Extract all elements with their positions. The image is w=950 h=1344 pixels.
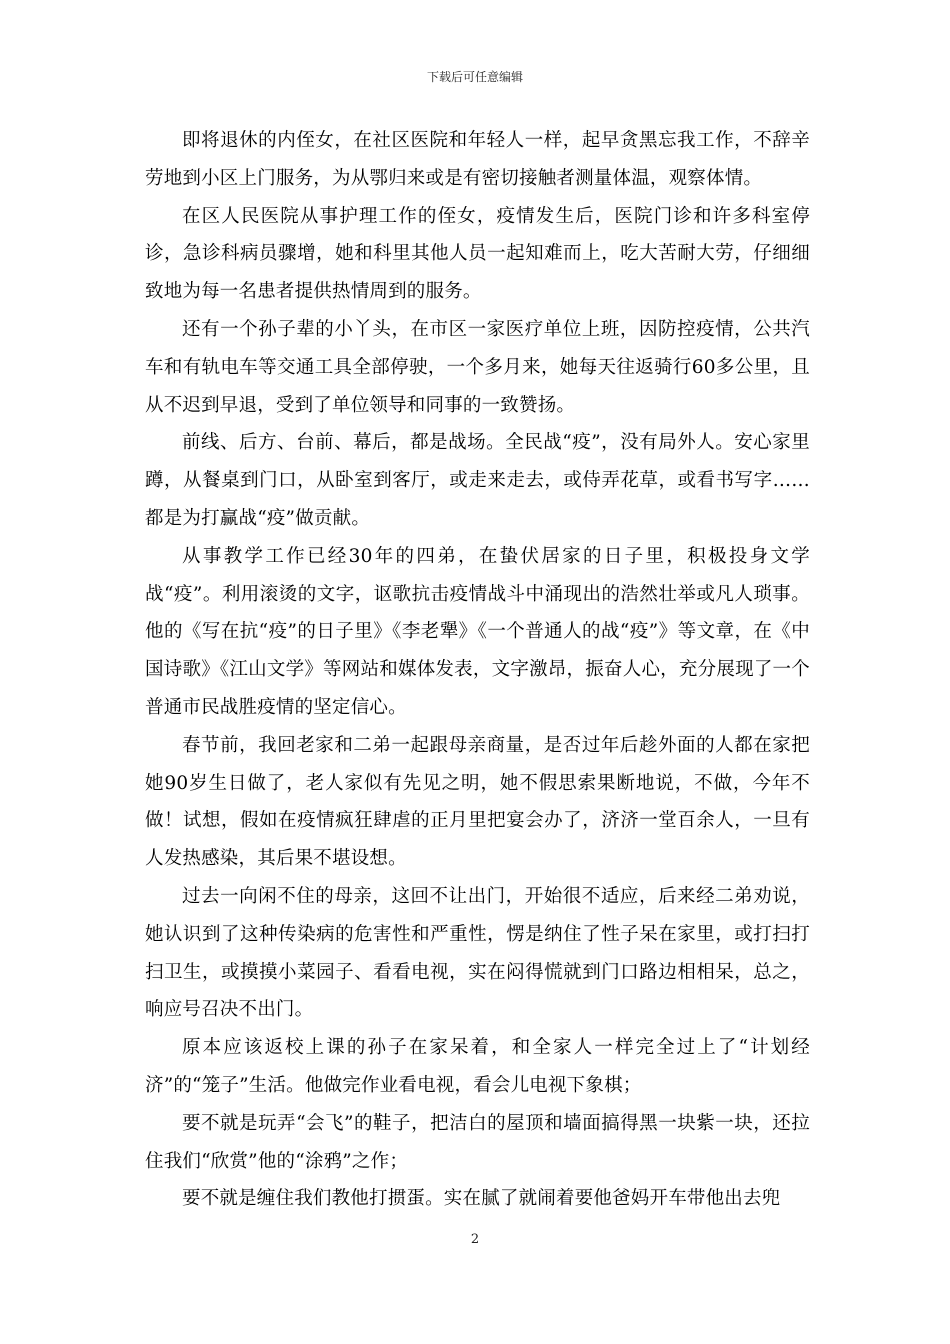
- page-number: 2: [470, 1232, 480, 1247]
- paragraph: 要不就是玩弄“会飞”的鞋子，把洁白的屋顶和墙面搞得黑一块紫一块，还拉住我们“欣赏”他的“涂鸦”之作；: [145, 1112, 810, 1172]
- paragraph: 从事教学工作已经30年的四弟，在蛰伏居家的日子里，积极投身文学战“疫”。利用滚烫的文字，讴歌抗击疫情战斗中涌现出的浩然壮举或凡人琐事。他的《写在抗“疫”的日子里》《李老犟》《一个普通人的战“疫”》等文章，在《中国诗歌》《江山文学》等网站和媒体发表，文字激昂，振奋人心，充分展现了一个普通市民战胜疫情的坚定信心。: [145, 545, 810, 718]
- paragraph: 还有一个孙子辈的小丫头，在市区一家医疗单位上班，因防控疫情，公共汽车和有轨电车等交通工具全部停驶，一个多月来，她每天往返骑行60多公里，且从不迟到早退，受到了单位领导和同事的一致赞扬。: [145, 318, 810, 416]
- document-body: [145, 122, 810, 1218]
- paragraph: 春节前，我回老家和二弟一起跟母亲商量，是否过年后趁外面的人都在家把她90岁生日做了，老人家似有先见之明，她不假思索果断地说，不做，今年不做！试想，假如在疫情疯狂肆虐的正月里把宴会办了，济济一堂百余人，一旦有人发热感染，其后果不堪设想。: [145, 734, 810, 870]
- paragraph: 即将退休的内侄女，在社区医院和年轻人一样，起早贪黑忘我工作，不辞辛劳地到小区上门服务，为从鄂归来或是有密切接触者测量体温，观察体情。: [145, 130, 810, 189]
- page-header: 下载后可任意编辑: [426, 70, 523, 84]
- paragraph: 在区人民医院从事护理工作的侄女，疫情发生后，医院门诊和许多科室停诊，急诊科病员骤增，她和科里其他人员一起知难而上，吃大苦耐大劳，仔细细致地为每一名患者提供热情周到的服务。: [145, 205, 810, 303]
- paragraph: 原本应该返校上课的孙子在家呆着，和全家人一样完全过上了“计划经济”的“笼子”生活。他做完作业看电视，看会儿电视下象棋；: [145, 1037, 810, 1096]
- paragraph: 过去一向闲不住的母亲，这回不让出门，开始很不适应，后来经二弟劝说，她认识到了这种传染病的危害性和严重性，愣是纳住了性子呆在家里，或打扫打扫卫生，或摸摸小菜园子、看看电视，实在闷得慌就到门口路边相相呆，总之，响应号召决不出门。: [145, 885, 810, 1021]
- paragraph: 前线、后方、台前、幕后，都是战场。全民战“疫”，没有局外人。安心家里蹲，从餐桌到门口，从卧室到客厅，或走来走去，或侍弄花草，或看书写字……都是为打赢战“疫”做贡献。: [145, 432, 810, 529]
- paragraph: 要不就是缠住我们教他打掼蛋。实在腻了就闹着要他爸妈开车带他出去兜: [182, 1188, 781, 1210]
